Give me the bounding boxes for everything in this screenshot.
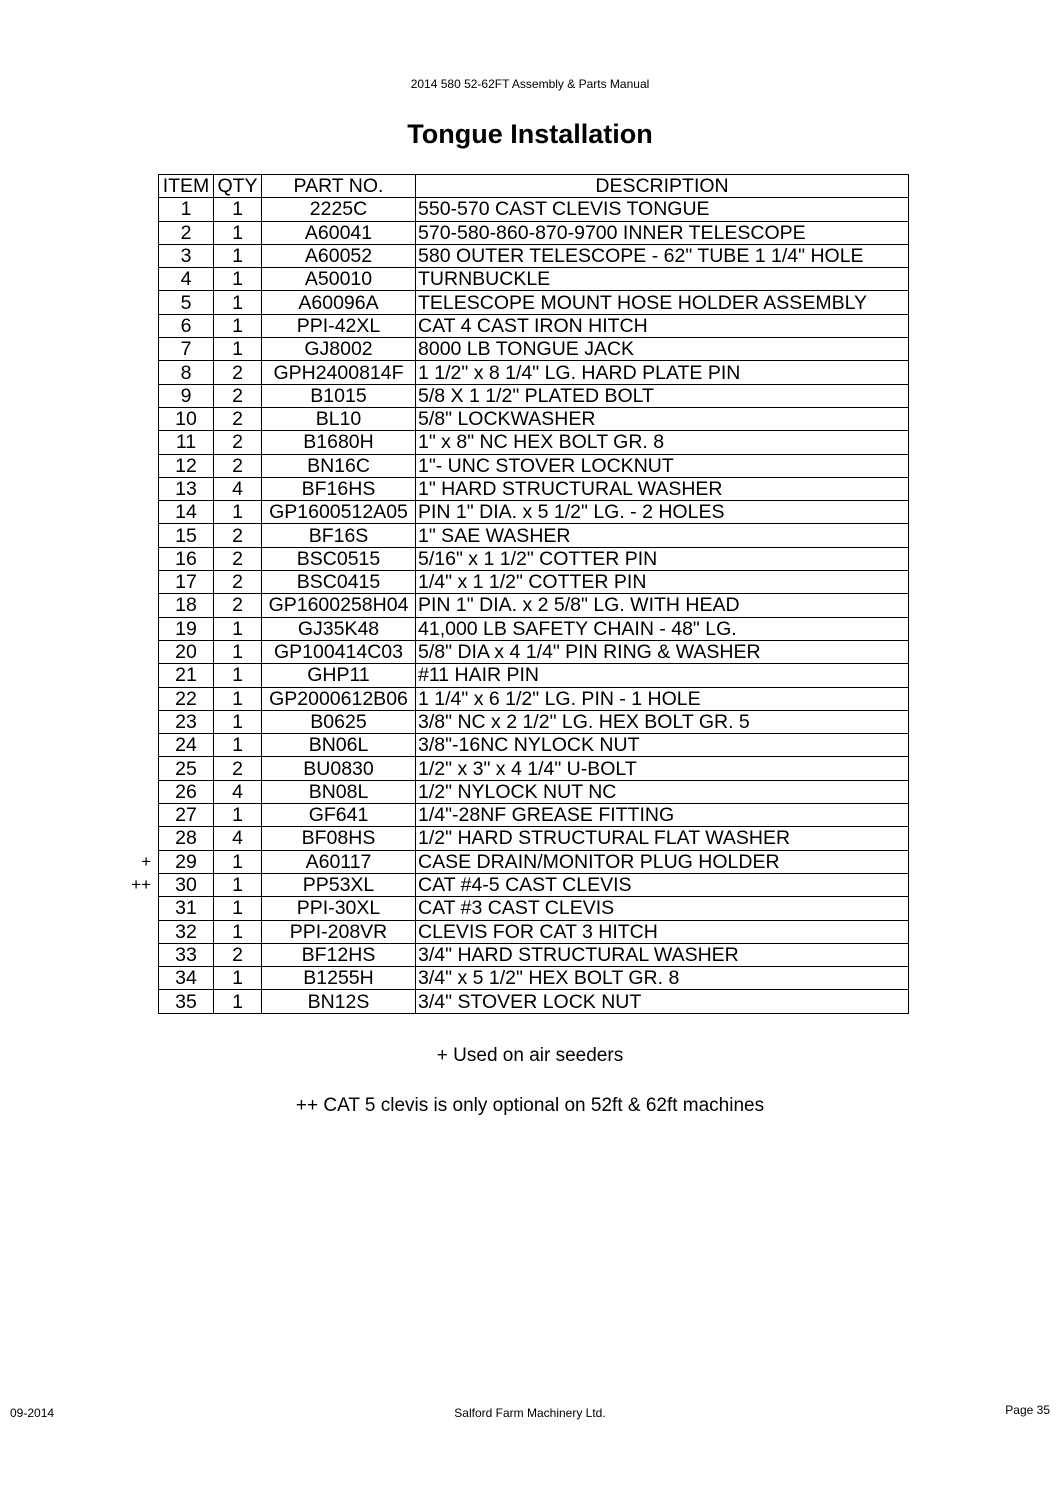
table-row [159,850,909,873]
qty-cell: 1 [214,710,262,733]
item-number-cell [159,244,214,267]
part-number-cell: A60052 [262,244,416,267]
item-number: 5 [180,291,192,314]
part-number-cell: BN08L [262,780,416,803]
part-number-cell: GP1600258H04 [262,594,416,617]
page-title: Tongue Installation [407,119,653,149]
qty-cell: 2 [214,454,262,477]
item-number-cell [159,477,214,500]
item-number: 15 [175,524,197,547]
part-number-cell: BSC0415 [262,571,416,594]
item-number: 23 [175,710,197,733]
item-number-cell [159,221,214,244]
item-number: 26 [175,780,197,803]
qty-cell: 1 [214,920,262,943]
parts-table-body [131,198,909,1013]
description-cell: 1/2" HARD STRUCTURAL FLAT WASHER [416,827,909,850]
description-cell: CAT 4 CAST IRON HITCH [416,314,909,337]
part-number-cell: BL10 [262,407,416,430]
description-cell: 1/2" NYLOCK NUT NC [416,780,909,803]
description-cell: 1" SAE WASHER [416,524,909,547]
qty-cell: 2 [214,571,262,594]
note-air-seeders: + Used on air seeders [436,1045,624,1066]
item-number: 10 [175,408,197,431]
table-row [159,431,909,454]
item-number: 19 [175,617,197,640]
qty-cell: 1 [214,804,262,827]
description-cell: 5/8" LOCKWASHER [416,407,909,430]
item-number: 21 [175,664,197,687]
item-number-cell [159,734,214,757]
part-number-cell: A60117 [262,850,416,873]
item-number: 20 [175,641,197,664]
table-row [159,827,909,850]
item-number: 2 [180,221,192,244]
part-number-cell: BF16HS [262,477,416,500]
description-cell: #11 HAIR PIN [416,664,909,687]
description-cell: 1 1/2" x 8 1/4" LG. HARD PLATE PIN [416,361,909,384]
part-number-cell: BN16C [262,454,416,477]
item-number: 12 [175,454,197,477]
description-cell: TELESCOPE MOUNT HOSE HOLDER ASSEMBLY [416,291,909,314]
item-number-cell [159,640,214,663]
table-row [159,477,909,500]
item-number-cell [159,454,214,477]
table-row [159,897,909,920]
qty-cell: 1 [214,640,262,663]
table-row [159,873,909,896]
footnote-marker: + [141,851,151,871]
description-cell: 1/4" x 1 1/2" COTTER PIN [416,571,909,594]
qty-cell: 4 [214,827,262,850]
part-number-cell: B1015 [262,384,416,407]
qty-cell: 1 [214,850,262,873]
item-number: 9 [180,384,192,407]
item-number: 17 [175,571,197,594]
footnote-marker: ++ [131,874,151,894]
qty-cell: 1 [214,314,262,337]
table-row [159,361,909,384]
qty-cell: 2 [214,757,262,780]
table-row [159,221,909,244]
item-number: 4 [180,268,192,291]
note-cat5-clevis: ++ CAT 5 clevis is only optional on 52ft & 62ft machines [295,1095,765,1116]
table-row [159,407,909,430]
part-number-cell: GJ8002 [262,338,416,361]
item-number-cell [159,198,214,221]
item-number-cell [141,850,214,873]
table-row [159,664,909,687]
item-number-cell [159,710,214,733]
item-number-cell [159,594,214,617]
description-cell: 1" x 8" NC HEX BOLT GR. 8 [416,431,909,454]
item-number: 32 [175,920,197,943]
qty-cell: 1 [214,664,262,687]
footer-company: Salford Farm Machinery Ltd. [454,1406,606,1420]
description-cell: 1/4"-28NF GREASE FITTING [416,804,909,827]
table-row [159,384,909,407]
description-cell: 1"- UNC STOVER LOCKNUT [416,454,909,477]
table-row [159,291,909,314]
description-cell: 1" HARD STRUCTURAL WASHER [416,477,909,500]
table-row [159,687,909,710]
table-row [159,943,909,966]
part-number-cell: B1680H [262,431,416,454]
item-number-cell [159,571,214,594]
table-row [159,757,909,780]
parts-table [131,174,909,1014]
description-cell: 1 1/4" x 6 1/2" LG. PIN - 1 HOLE [416,687,909,710]
qty-cell: 4 [214,477,262,500]
item-number: 18 [175,594,197,617]
part-number-cell: B1255H [262,967,416,990]
item-number: 7 [180,338,192,361]
part-number-cell: PP53XL [262,873,416,896]
qty-cell: 2 [214,943,262,966]
part-number-cell: BU0830 [262,757,416,780]
item-number-cell [159,943,214,966]
footer-date: 09-2014 [10,1406,55,1420]
column-header-qty: QTY [214,175,262,198]
item-number-cell [159,664,214,687]
table-row [159,244,909,267]
description-cell: 8000 LB TONGUE JACK [416,338,909,361]
table-row [159,314,909,337]
item-number: 1 [180,198,192,221]
part-number-cell: PPI-30XL [262,897,416,920]
item-number: 14 [175,501,197,524]
part-number-cell: GF641 [262,804,416,827]
item-number-cell [159,687,214,710]
table-row [159,990,909,1013]
qty-cell: 1 [214,338,262,361]
description-cell: 41,000 LB SAFETY CHAIN - 48" LG. [416,617,909,640]
item-number-cell [159,361,214,384]
item-number-cell [131,873,214,897]
table-row [159,338,909,361]
description-cell: 3/4" HARD STRUCTURAL WASHER [416,943,909,966]
table-row [159,501,909,524]
part-number-cell: A60041 [262,221,416,244]
item-number: 8 [180,361,192,384]
item-number-cell [159,407,214,430]
table-row [159,547,909,570]
qty-cell: 2 [214,547,262,570]
qty-cell: 1 [214,897,262,920]
table-row [159,268,909,291]
description-cell: TURNBUCKLE [416,268,909,291]
item-number-cell [159,384,214,407]
column-header-part-no: PART NO. [262,175,416,198]
item-number-cell [159,804,214,827]
part-number-cell: GHP11 [262,664,416,687]
item-number: 33 [175,943,197,966]
part-number-cell: A50010 [262,268,416,291]
qty-cell: 1 [214,291,262,314]
qty-cell: 1 [214,617,262,640]
qty-cell: 1 [214,990,262,1013]
qty-cell: 2 [214,384,262,407]
part-number-cell: BF08HS [262,827,416,850]
item-number-cell [159,780,214,803]
qty-cell: 2 [214,594,262,617]
column-header-item: ITEM [159,175,214,198]
table-row [159,594,909,617]
item-number-cell [159,920,214,943]
description-cell: 3/4" STOVER LOCK NUT [416,990,909,1013]
part-number-cell: GP2000612B06 [262,687,416,710]
item-number: 34 [175,967,197,990]
description-cell: PIN 1" DIA. x 5 1/2" LG. - 2 HOLES [416,501,909,524]
description-cell: CASE DRAIN/MONITOR PLUG HOLDER [416,850,909,873]
item-number: 27 [175,804,197,827]
item-number: 13 [175,478,197,500]
part-number-cell: GP100414C03 [262,640,416,663]
qty-cell: 1 [214,687,262,710]
qty-cell: 1 [214,198,262,221]
item-number: 22 [175,687,197,710]
qty-cell: 2 [214,524,262,547]
qty-cell: 2 [214,361,262,384]
qty-cell: 1 [214,501,262,524]
description-cell: 550-570 CAST CLEVIS TONGUE [416,198,909,221]
item-number-cell [159,291,214,314]
description-cell: PIN 1" DIA. x 2 5/8" LG. WITH HEAD [416,594,909,617]
qty-cell: 2 [214,431,262,454]
description-cell: 3/8"-16NC NYLOCK NUT [416,734,909,757]
item-number: 35 [175,990,197,1013]
item-number: 28 [175,827,197,850]
description-cell: 3/8" NC x 2 1/2" LG. HEX BOLT GR. 5 [416,710,909,733]
table-row [159,920,909,943]
table-row [159,198,909,221]
description-cell: CLEVIS FOR CAT 3 HITCH [416,920,909,943]
qty-cell: 1 [214,734,262,757]
table-row [159,710,909,733]
item-number: 31 [175,897,197,920]
part-number-cell: BN12S [262,990,416,1013]
part-number-cell: BF12HS [262,943,416,966]
qty-cell: 2 [214,407,262,430]
item-number: 25 [175,757,197,780]
item-number: 11 [175,431,197,454]
item-number: 24 [175,734,197,757]
item-number-cell [159,314,214,337]
item-number: 3 [180,245,192,268]
table-row [159,524,909,547]
qty-cell: 1 [214,244,262,267]
part-number-cell: 2225C [262,198,416,221]
part-number-cell: GJ35K48 [262,617,416,640]
qty-cell: 1 [214,221,262,244]
item-number-cell [159,617,214,640]
table-row [159,780,909,803]
table-row [159,617,909,640]
table-row [159,571,909,594]
table-row [159,804,909,827]
item-number-cell [159,268,214,291]
item-number-cell [159,431,214,454]
item-number-cell [159,757,214,780]
qty-cell: 4 [214,780,262,803]
item-number-cell [159,827,214,850]
part-number-cell: BF16S [262,524,416,547]
table-row [159,734,909,757]
column-header-description: DESCRIPTION [416,175,909,198]
table-header-row [159,175,909,198]
item-number-cell [159,897,214,920]
description-cell: 5/16" x 1 1/2" COTTER PIN [416,547,909,570]
table-row [159,640,909,663]
item-number-cell [159,967,214,990]
qty-cell: 1 [214,967,262,990]
qty-cell: 1 [214,873,262,896]
description-cell: CAT #3 CAST CLEVIS [416,897,909,920]
description-cell: 3/4" x 5 1/2" HEX BOLT GR. 8 [416,967,909,990]
description-cell: 5/8" DIA x 4 1/4" PIN RING & WASHER [416,640,909,663]
part-number-cell: GP1600512A05 [262,501,416,524]
item-number-cell [159,338,214,361]
item-number: 16 [175,547,197,570]
item-number: 29 [175,850,197,873]
footer-page-number: Page 35 [1005,1403,1050,1417]
item-number-cell [159,547,214,570]
description-cell: 580 OUTER TELESCOPE - 62" TUBE 1 1/4" HOLE [416,244,909,267]
item-number: 30 [175,874,197,897]
description-cell: 5/8 X 1 1/2" PLATED BOLT [416,384,909,407]
table-row [159,967,909,990]
part-number-cell: BN06L [262,734,416,757]
part-number-cell: GPH2400814F [262,361,416,384]
part-number-cell: B0625 [262,710,416,733]
manual-header: 2014 580 52-62FT Assembly & Parts Manual [410,77,650,91]
table-row [159,454,909,477]
item-number-cell [159,990,214,1013]
item-number-cell [159,501,214,524]
description-cell: 1/2" x 3" x 4 1/4" U-BOLT [416,757,909,780]
description-cell: CAT #4-5 CAST CLEVIS [416,873,909,896]
part-number-cell: PPI-42XL [262,314,416,337]
item-number-cell [159,524,214,547]
qty-cell: 1 [214,268,262,291]
description-cell: 570-580-860-870-9700 INNER TELESCOPE [416,221,909,244]
part-number-cell: PPI-208VR [262,920,416,943]
part-number-cell: A60096A [262,291,416,314]
item-number: 6 [180,314,192,337]
part-number-cell: BSC0515 [262,547,416,570]
